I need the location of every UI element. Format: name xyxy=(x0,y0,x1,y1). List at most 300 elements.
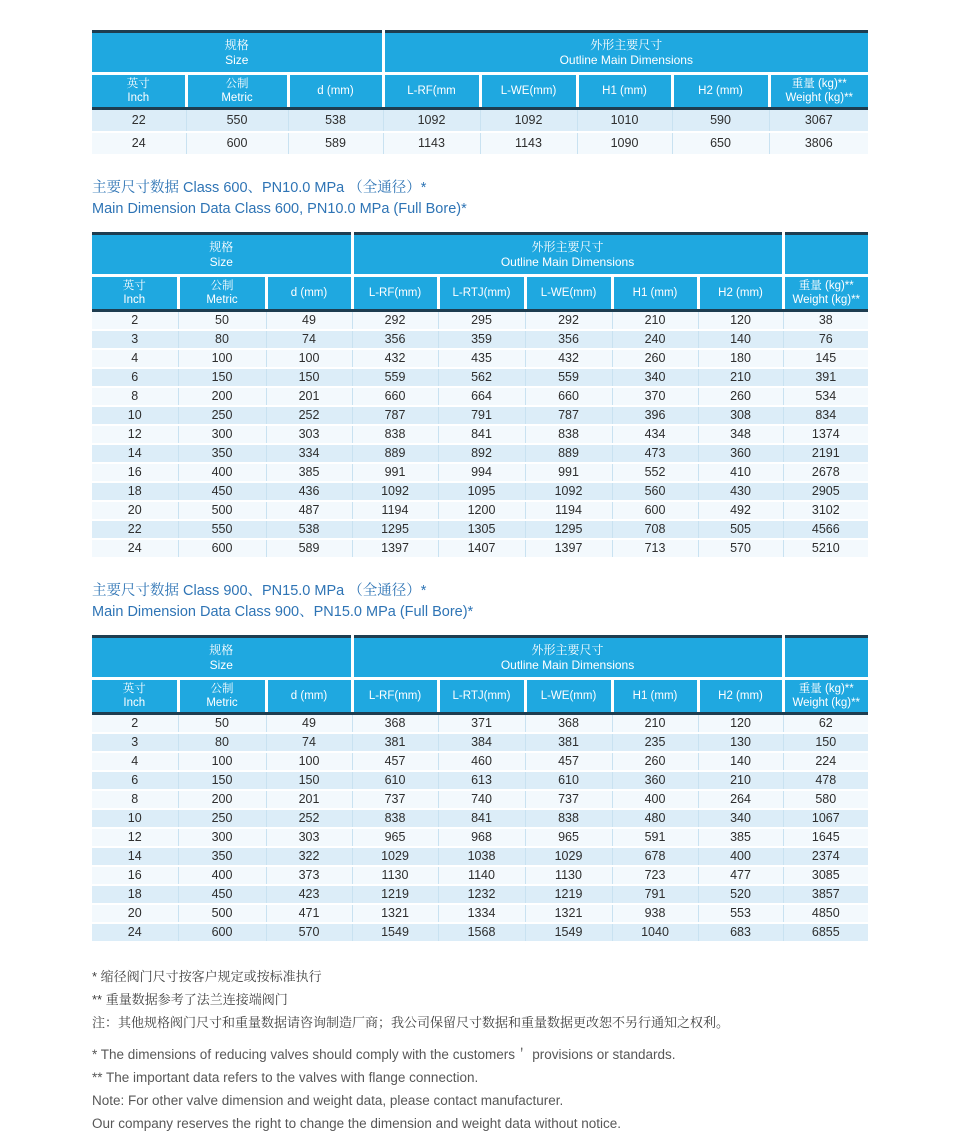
table-cell: 610 xyxy=(525,771,612,790)
table-cell: 838 xyxy=(352,425,438,444)
table-cell: 432 xyxy=(525,349,612,368)
table-cell: 100 xyxy=(178,349,266,368)
table-cell: 308 xyxy=(698,406,783,425)
table-cell: 1645 xyxy=(783,828,868,847)
table-cell: 500 xyxy=(178,904,266,923)
table-cell: 292 xyxy=(525,311,612,331)
table-cell: 50 xyxy=(178,714,266,734)
table-cell: 210 xyxy=(698,771,783,790)
table-cell: 787 xyxy=(525,406,612,425)
footnote-line: Our company reserves the right to change the dimension and weight data without notice. xyxy=(92,1116,622,1131)
table-cell: 12 xyxy=(92,425,178,444)
column-header: 公制 Metric xyxy=(178,679,266,714)
column-header: H1 (mm) xyxy=(612,679,698,714)
table-row xyxy=(92,406,868,425)
table-cell: 360 xyxy=(612,771,698,790)
table-cell: 991 xyxy=(525,463,612,482)
table-cell: 1321 xyxy=(352,904,438,923)
table-cell: 16 xyxy=(92,463,178,482)
table-row xyxy=(92,809,868,828)
table-cell: 1010 xyxy=(577,109,672,133)
table-header xyxy=(92,32,868,109)
table-cell: 552 xyxy=(612,463,698,482)
table-cell: 1143 xyxy=(383,132,480,155)
column-header: 重量 (kg)** Weight (kg)** xyxy=(783,276,868,311)
table-cell: 350 xyxy=(178,847,266,866)
column-header: H2 (mm) xyxy=(698,276,783,311)
table-cell: 260 xyxy=(698,387,783,406)
table-cell: 252 xyxy=(266,406,352,425)
table-cell: 2678 xyxy=(783,463,868,482)
column-header: 公制 Metric xyxy=(186,74,288,109)
table-cell: 385 xyxy=(266,463,352,482)
table-cell: 1407 xyxy=(438,539,525,558)
table-cell: 1040 xyxy=(612,923,698,942)
table-cell: 381 xyxy=(525,733,612,752)
table-header xyxy=(92,234,868,311)
table-cell: 10 xyxy=(92,406,178,425)
table-cell: 400 xyxy=(178,463,266,482)
table-cell: 250 xyxy=(178,406,266,425)
table-cell: 570 xyxy=(266,923,352,942)
column-header: d (mm) xyxy=(266,679,352,714)
table-cell: 3806 xyxy=(769,132,868,155)
table-cell: 18 xyxy=(92,482,178,501)
column-header: 重量 (kg)** Weight (kg)** xyxy=(783,679,868,714)
table-cell: 1397 xyxy=(352,539,438,558)
table-cell: 1219 xyxy=(352,885,438,904)
table-cell: 10 xyxy=(92,809,178,828)
table-cell: 240 xyxy=(612,330,698,349)
table-cell: 250 xyxy=(178,809,266,828)
table-cell: 1095 xyxy=(438,482,525,501)
table-cell: 6 xyxy=(92,368,178,387)
table-cell: 1374 xyxy=(783,425,868,444)
group-header-size: 规格 Size xyxy=(92,32,383,74)
table-cell: 2374 xyxy=(783,847,868,866)
table-cell: 1549 xyxy=(525,923,612,942)
table-cell: 300 xyxy=(178,425,266,444)
table-cell: 2 xyxy=(92,311,178,331)
table-cell: 1092 xyxy=(525,482,612,501)
table-cell: 140 xyxy=(698,752,783,771)
table-cell: 1295 xyxy=(352,520,438,539)
table-cell: 994 xyxy=(438,463,525,482)
table-cell: 20 xyxy=(92,501,178,520)
table-cell: 180 xyxy=(698,349,783,368)
table-cell: 368 xyxy=(525,714,612,734)
table-cell: 841 xyxy=(438,809,525,828)
table-cell: 538 xyxy=(288,109,383,133)
table-cell: 368 xyxy=(352,714,438,734)
table-cell: 590 xyxy=(672,109,769,133)
table-cell: 22 xyxy=(92,520,178,539)
table-row xyxy=(92,501,868,520)
table-cell: 360 xyxy=(698,444,783,463)
table-cell: 1130 xyxy=(352,866,438,885)
table-cell: 76 xyxy=(783,330,868,349)
table-cell: 1130 xyxy=(525,866,612,885)
table-row xyxy=(92,520,868,539)
table-cell: 1038 xyxy=(438,847,525,866)
table-cell: 348 xyxy=(698,425,783,444)
table-cell: 235 xyxy=(612,733,698,752)
table-cell: 1219 xyxy=(525,885,612,904)
table-cell: 423 xyxy=(266,885,352,904)
table-cell: 1194 xyxy=(525,501,612,520)
table-row xyxy=(92,828,868,847)
table-cell: 492 xyxy=(698,501,783,520)
column-header: d (mm) xyxy=(288,74,383,109)
table-cell: 150 xyxy=(783,733,868,752)
table-cell: 18 xyxy=(92,885,178,904)
table-cell: 80 xyxy=(178,733,266,752)
table-cell: 1090 xyxy=(577,132,672,155)
table-cell: 4566 xyxy=(783,520,868,539)
table-cell: 38 xyxy=(783,311,868,331)
table-row xyxy=(92,109,868,133)
column-header: 重量 (kg)** Weight (kg)** xyxy=(769,74,868,109)
table-cell: 968 xyxy=(438,828,525,847)
table-cell: 260 xyxy=(612,752,698,771)
table-cell: 791 xyxy=(612,885,698,904)
table-cell: 505 xyxy=(698,520,783,539)
table-cell: 260 xyxy=(612,349,698,368)
table-cell: 713 xyxy=(612,539,698,558)
group-header-size: 规格 Size xyxy=(92,234,352,276)
section-title-class600 xyxy=(92,178,868,220)
table-cell: 62 xyxy=(783,714,868,734)
table-cell: 1029 xyxy=(525,847,612,866)
table-row xyxy=(92,847,868,866)
table-cell: 2905 xyxy=(783,482,868,501)
table-cell: 550 xyxy=(178,520,266,539)
table-cell: 435 xyxy=(438,349,525,368)
table-cell: 600 xyxy=(186,132,288,155)
footnotes xyxy=(92,965,868,1135)
table-cell: 838 xyxy=(525,425,612,444)
table-cell: 210 xyxy=(612,714,698,734)
table-cell: 478 xyxy=(783,771,868,790)
table-cell: 340 xyxy=(698,809,783,828)
table-cell: 600 xyxy=(612,501,698,520)
footnotes-english xyxy=(92,1043,868,1135)
table-cell: 145 xyxy=(783,349,868,368)
table-cell: 371 xyxy=(438,714,525,734)
table-row xyxy=(92,444,868,463)
table-cell: 356 xyxy=(525,330,612,349)
table-cell: 384 xyxy=(438,733,525,752)
table-cell: 400 xyxy=(178,866,266,885)
table-cell: 210 xyxy=(612,311,698,331)
section-title-class900 xyxy=(92,581,868,623)
table-cell: 340 xyxy=(612,368,698,387)
table-cell: 520 xyxy=(698,885,783,904)
table-cell: 664 xyxy=(438,387,525,406)
table-cell: 1029 xyxy=(352,847,438,866)
table-body xyxy=(92,714,868,943)
table-cell: 841 xyxy=(438,425,525,444)
table-cell: 16 xyxy=(92,866,178,885)
table-cell: 660 xyxy=(352,387,438,406)
table-cell: 370 xyxy=(612,387,698,406)
table-cell: 1143 xyxy=(480,132,577,155)
group-header-row xyxy=(92,234,868,276)
table-cell: 430 xyxy=(698,482,783,501)
table-cell: 600 xyxy=(178,539,266,558)
table-cell: 678 xyxy=(612,847,698,866)
table-cell: 140 xyxy=(698,330,783,349)
table-cell: 477 xyxy=(698,866,783,885)
table-cell: 74 xyxy=(266,330,352,349)
table-cell: 8 xyxy=(92,790,178,809)
table-cell: 1194 xyxy=(352,501,438,520)
table-cell: 120 xyxy=(698,714,783,734)
table-cell: 150 xyxy=(266,368,352,387)
table-cell: 6855 xyxy=(783,923,868,942)
table-cell: 100 xyxy=(266,752,352,771)
column-header: d (mm) xyxy=(266,276,352,311)
footnotes-chinese xyxy=(92,965,868,1034)
table-cell: 457 xyxy=(352,752,438,771)
column-header: H2 (mm) xyxy=(672,74,769,109)
table-cell: 450 xyxy=(178,482,266,501)
group-header-row xyxy=(92,32,868,74)
footnote-line: * The dimensions of reducing valves should comply with the customers＇ provisions or standards. xyxy=(92,1047,676,1062)
table-cell: 589 xyxy=(288,132,383,155)
table-cell: 471 xyxy=(266,904,352,923)
column-header: L-RF(mm) xyxy=(352,679,438,714)
column-header: L-WE(mm) xyxy=(480,74,577,109)
table-cell: 2 xyxy=(92,714,178,734)
table-cell: 252 xyxy=(266,809,352,828)
table-cell: 24 xyxy=(92,539,178,558)
table-cell: 150 xyxy=(178,368,266,387)
column-header: H1 (mm) xyxy=(612,276,698,311)
table-cell: 1305 xyxy=(438,520,525,539)
table-cell: 20 xyxy=(92,904,178,923)
table-cell: 660 xyxy=(525,387,612,406)
table-cell: 1549 xyxy=(352,923,438,942)
column-header-row xyxy=(92,74,868,109)
table-cell: 487 xyxy=(266,501,352,520)
table-cell: 322 xyxy=(266,847,352,866)
table-cell: 580 xyxy=(783,790,868,809)
table-row xyxy=(92,733,868,752)
table-cell: 791 xyxy=(438,406,525,425)
table-cell: 292 xyxy=(352,311,438,331)
column-header: L-WE(mm) xyxy=(525,276,612,311)
table-cell: 534 xyxy=(783,387,868,406)
table-cell: 708 xyxy=(612,520,698,539)
table-cell: 6 xyxy=(92,771,178,790)
table-cell: 434 xyxy=(612,425,698,444)
table-cell: 737 xyxy=(525,790,612,809)
table-row xyxy=(92,771,868,790)
table-cell: 737 xyxy=(352,790,438,809)
table-cell: 610 xyxy=(352,771,438,790)
footnote-line: ** The important data refers to the valves with flange connection. xyxy=(92,1070,479,1085)
table-cell: 560 xyxy=(612,482,698,501)
table-cell: 889 xyxy=(525,444,612,463)
table-cell: 550 xyxy=(186,109,288,133)
table-cell: 359 xyxy=(438,330,525,349)
table-cell: 500 xyxy=(178,501,266,520)
table-row xyxy=(92,368,868,387)
section-title-zh: 主要尺寸数据 Class 600、PN10.0 MPa （全通径）* xyxy=(92,180,427,196)
table-cell: 892 xyxy=(438,444,525,463)
table-row xyxy=(92,132,868,155)
table-row xyxy=(92,539,868,558)
table-row xyxy=(92,463,868,482)
group-header-size: 规格 Size xyxy=(92,637,352,679)
table-cell: 381 xyxy=(352,733,438,752)
table-cell: 396 xyxy=(612,406,698,425)
dimension-table-class900 xyxy=(92,635,868,943)
group-header-outline: 外形主要尺寸 Outline Main Dimensions xyxy=(352,234,783,276)
table-cell: 723 xyxy=(612,866,698,885)
table-cell: 3067 xyxy=(769,109,868,133)
table-cell: 3 xyxy=(92,330,178,349)
column-header: L-RTJ(mm) xyxy=(438,679,525,714)
column-header: H2 (mm) xyxy=(698,679,783,714)
table-row xyxy=(92,387,868,406)
table-cell: 838 xyxy=(352,809,438,828)
table-cell: 22 xyxy=(92,109,186,133)
section-title-en: Main Dimension Data Class 600, PN10.0 MPa (Full Bore)* xyxy=(92,201,467,217)
table-cell: 150 xyxy=(178,771,266,790)
column-header: 英寸 Inch xyxy=(92,74,186,109)
table-cell: 210 xyxy=(698,368,783,387)
table-cell: 80 xyxy=(178,330,266,349)
table-row xyxy=(92,790,868,809)
table-cell: 224 xyxy=(783,752,868,771)
table-cell: 49 xyxy=(266,311,352,331)
table-cell: 1295 xyxy=(525,520,612,539)
dimension-table-class600 xyxy=(92,232,868,559)
table-cell: 965 xyxy=(352,828,438,847)
table-cell: 1092 xyxy=(480,109,577,133)
column-header: 公制 Metric xyxy=(178,276,266,311)
table-cell: 3102 xyxy=(783,501,868,520)
table-cell: 356 xyxy=(352,330,438,349)
table-cell: 834 xyxy=(783,406,868,425)
table-body xyxy=(92,109,868,156)
table-cell: 5210 xyxy=(783,539,868,558)
table-cell: 538 xyxy=(266,520,352,539)
table-cell: 1321 xyxy=(525,904,612,923)
group-header-outline: 外形主要尺寸 Outline Main Dimensions xyxy=(352,637,783,679)
table-cell: 120 xyxy=(698,311,783,331)
table-cell: 4850 xyxy=(783,904,868,923)
table-row xyxy=(92,425,868,444)
table-cell: 1397 xyxy=(525,539,612,558)
table-cell: 1140 xyxy=(438,866,525,885)
table-cell: 965 xyxy=(525,828,612,847)
table-cell: 450 xyxy=(178,885,266,904)
table-cell: 4 xyxy=(92,752,178,771)
table-cell: 130 xyxy=(698,733,783,752)
table-row xyxy=(92,885,868,904)
table-cell: 1092 xyxy=(352,482,438,501)
table-cell: 24 xyxy=(92,923,178,942)
table-cell: 787 xyxy=(352,406,438,425)
table-cell: 400 xyxy=(612,790,698,809)
table-cell: 303 xyxy=(266,828,352,847)
footnote-line: Note: For other valve dimension and weight data, please contact manufacturer. xyxy=(92,1093,564,1108)
table-cell: 373 xyxy=(266,866,352,885)
table-cell: 683 xyxy=(698,923,783,942)
table-cell: 1092 xyxy=(383,109,480,133)
table-cell: 400 xyxy=(698,847,783,866)
table-cell: 559 xyxy=(525,368,612,387)
table-cell: 14 xyxy=(92,444,178,463)
column-header: 英寸 Inch xyxy=(92,276,178,311)
table-cell: 562 xyxy=(438,368,525,387)
table-cell: 553 xyxy=(698,904,783,923)
table-cell: 12 xyxy=(92,828,178,847)
table-cell: 1334 xyxy=(438,904,525,923)
group-header-row xyxy=(92,637,868,679)
table-cell: 334 xyxy=(266,444,352,463)
table-cell: 100 xyxy=(266,349,352,368)
footnote-line: 注：其他规格阀门尺寸和重量数据请咨询制造厂商；我公司保留尺寸数据和重量数据更改恕不另行通知之权利。 xyxy=(92,1015,730,1030)
column-header: L-RF(mm xyxy=(383,74,480,109)
table-cell: 889 xyxy=(352,444,438,463)
footnote-line: * 缩径阀门尺寸按客户规定或按标准执行 xyxy=(92,969,322,984)
column-header: H1 (mm) xyxy=(577,74,672,109)
table-cell: 1200 xyxy=(438,501,525,520)
table-cell: 74 xyxy=(266,733,352,752)
table-cell: 3 xyxy=(92,733,178,752)
table-cell: 4 xyxy=(92,349,178,368)
table-row xyxy=(92,923,868,942)
table-cell: 303 xyxy=(266,425,352,444)
table-cell: 1568 xyxy=(438,923,525,942)
table-cell: 838 xyxy=(525,809,612,828)
table-cell: 295 xyxy=(438,311,525,331)
table-cell: 570 xyxy=(698,539,783,558)
group-header-empty xyxy=(783,637,868,679)
dimension-table-1 xyxy=(92,30,868,156)
table-cell: 938 xyxy=(612,904,698,923)
column-header: 英寸 Inch xyxy=(92,679,178,714)
table-row xyxy=(92,482,868,501)
table-cell: 200 xyxy=(178,387,266,406)
section-title-en: Main Dimension Data Class 900、PN15.0 MPa (Full Bore)* xyxy=(92,604,474,620)
table-header xyxy=(92,637,868,714)
table-cell: 436 xyxy=(266,482,352,501)
column-header-row xyxy=(92,276,868,311)
table-cell: 201 xyxy=(266,387,352,406)
table-cell: 50 xyxy=(178,311,266,331)
table-cell: 49 xyxy=(266,714,352,734)
table-cell: 264 xyxy=(698,790,783,809)
table-row xyxy=(92,330,868,349)
column-header-row xyxy=(92,679,868,714)
table-row xyxy=(92,714,868,734)
column-header: L-WE(mm) xyxy=(525,679,612,714)
table-cell: 3085 xyxy=(783,866,868,885)
table-cell: 740 xyxy=(438,790,525,809)
table-body xyxy=(92,311,868,559)
table-cell: 350 xyxy=(178,444,266,463)
group-header-outline: 外形主要尺寸 Outline Main Dimensions xyxy=(383,32,868,74)
table-cell: 3857 xyxy=(783,885,868,904)
table-cell: 14 xyxy=(92,847,178,866)
table-cell: 385 xyxy=(698,828,783,847)
footnote-line: ** 重量数据参考了法兰连接端阀门 xyxy=(92,992,288,1007)
